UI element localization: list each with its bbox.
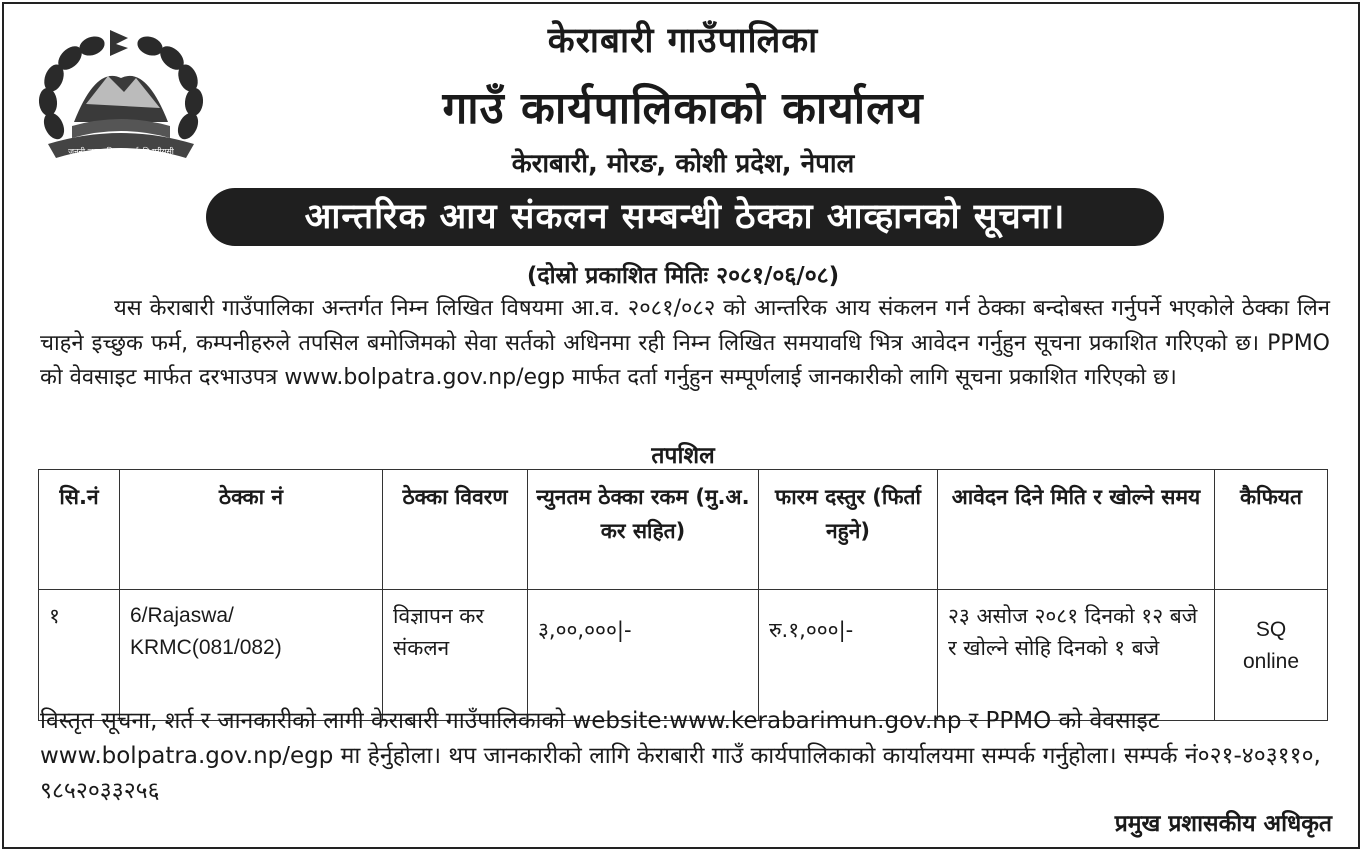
table-header-row — [39, 470, 1328, 590]
header-serial: सि.नं — [39, 470, 120, 590]
signatory: प्रमुख प्रशासकीय अधिकृत — [1114, 811, 1332, 837]
schedule-table — [38, 469, 1328, 721]
header-min-amount: न्युनतम ठेक्का रकम (मु.अ. कर सहित) — [528, 470, 759, 590]
municipality-name: केराबारी गाउँपालिका — [547, 21, 819, 61]
cell-serial: १ — [39, 590, 120, 721]
office-address: केराबारी, मोरङ, कोशी प्रदेश, नेपाल — [511, 149, 855, 179]
cell-min-amount: ३,००,०००|- — [528, 590, 759, 721]
header-contract-detail: ठेक्का विवरण — [383, 470, 528, 590]
emblem-motto: जननी जन्मभूमिश्च स्वर्गादपि गरीयसी — [68, 147, 174, 156]
published-date: (दोस्रो प्रकाशित मितिः २०८१/०६/०८) — [526, 263, 840, 289]
cell-contract-detail: विज्ञापन कर संकलन — [383, 590, 528, 721]
cell-remarks: SQ online — [1215, 590, 1328, 721]
footer-note: विस्तृत सूचना, शर्त र जानकारीको लागी केराबारी गाउँपालिकाको website:www.kerabarimun.gov.np र PPMO को वेवसाइट www.bolpatra.gov.np/egp मा हेर्नुहोला। थप जानकारीको लागि केराबारी गाउँ कार्यपालिकाको कार्यालयमा सम्पर्क गर्नुहोला। सम्पर्क नं०२१-४०३११०, ९८५२०३३२५६ — [40, 708, 1321, 804]
cell-contract-no: 6/Rajaswa/ KRMC(081/082) — [120, 590, 383, 721]
header-contract-no: ठेक्का नं — [120, 470, 383, 590]
header-form-fee: फारम दस्तुर (फिर्ता नहुने) — [759, 470, 938, 590]
schedule-title: तपशिल — [651, 443, 715, 469]
cell-form-fee: रु.१,०००|- — [759, 590, 938, 721]
table-row — [39, 590, 1328, 721]
notice-body: यस केराबारी गाउँपालिका अन्तर्गत निम्न लिखित विषयमा आ.व. २०८१/०८२ को आन्तरिक आय संकलन गर्न ठेक्का बन्दोबस्त गर्नुपर्ने भएकोले ठेक्का लिन चाहने इच्छुक फर्म, कम्पनीहरुले तपसिल बमोजिमको सेवा सर्तको अधिनमा रही निम्न लिखित समयावधि भित्र आवेदन गर्नुहुन सूचना प्रकाशित गरिएको छ। PPMO को वेवसाइट मार्फत दरभाउपत्र www.bolpatra.gov.np/egp मार्फत दर्ता गर्नुहुन सम्पूर्णलाई जानकारीको लागि सूचना प्रकाशित गरिएको छ। — [40, 296, 1330, 390]
notice-title: आन्तरिक आय संकलन सम्बन्धी ठेक्का आव्हानको सूचना। — [206, 188, 1164, 246]
office-name: गाउँ कार्यपालिकाको कार्यालय — [442, 83, 924, 134]
header-remarks: कैफियत — [1215, 470, 1328, 590]
header-application-date: आवेदन दिने मिति र खोल्ने समय — [938, 470, 1215, 590]
cell-application-date: २३ असोज २०८१ दिनको १२ बजे र खोल्ने सोहि दिनको १ बजे — [938, 590, 1215, 721]
